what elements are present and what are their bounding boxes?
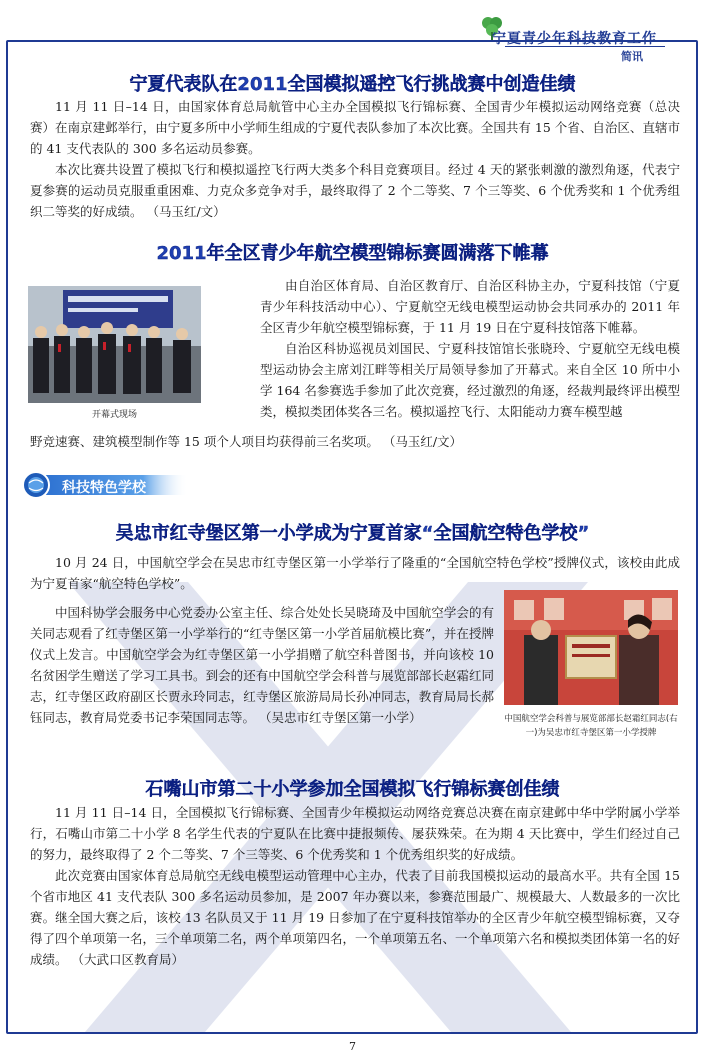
opening-ceremony-caption: 开幕式现场	[91, 410, 137, 420]
header-subtitle: 简讯	[621, 50, 643, 63]
plaque-ceremony-photo	[504, 590, 678, 705]
article1-paragraph-1: 11 月 11 日–14 日，由国家体育总局航管中心主办全国模拟飞行锦标赛、全国青少年模拟运动网络竞赛（总决赛）在南京建邺举行，由宁夏多所中小学师生组成的宁夏代表队参加了本次比赛。全国共有 15 个省、自治区、直辖市的 41 支代表队的 300 多名运动员参赛。	[30, 99, 680, 156]
article4-paragraph-1: 11 月 11 日–14 日，全国模拟飞行锦标赛、全国青少年模拟运动网络竞赛总决赛在南京建邺中华中学附属小学举行，石嘴山市第二十小学 8 名学生代表的宁夏队在比赛中捷报频传、屡获殊荣。在为期 4 天比赛中，学生们经过自己的努力，最终取得了 2 个二等奖、7 个三等奖、6 个优秀奖和 1 个优秀组织奖的好成绩。	[30, 805, 680, 862]
article2-paragraph-2: 自治区科协巡视员刘国民、宁夏科技馆馆长张晓玲、宁夏航空无线电模型运动协会主席刘江畔等相关厅局领导参加了开幕式。来自全区 10 所中小学 164 名参赛选手参加了此次竞赛，经过激烈的角逐，经裁判最终评出模型类，模拟类团体奖各三名。模拟遥控飞行、太阳能动力赛车模型越	[260, 341, 680, 419]
article2-paragraph-1: 由自治区体育局、自治区教育厅、自治区科协主办，宁夏科技馆（宁夏青少年科技活动中心）、宁夏航空无线电模型运动协会共同承办的 2011 年全区青少年航空模型锦标赛，于 11 月 19 日在宁夏科技馆落下帷幕。	[260, 278, 680, 335]
page-number: 7	[349, 1040, 356, 1053]
article4-body	[30, 802, 680, 970]
article3-paragraph-1: 10 月 24 日，中国航空学会在吴忠市红寺堡区第一小学举行了隆重的“全国航空特色学校”授牌仪式，该校由此成为宁夏首家“航空特色学校”。	[30, 555, 680, 591]
article3-paragraph-2: 中国科协学会服务中心党委办公室主任、综合处处长吴晓琦及中国航空学会的有关同志观看了红寺堡区第一小学举行的“红寺堡区第一小学首届航模比赛”，并在授牌仪式上发言。中国航空学会为红寺堡区第一小学捐赠了航空科普图书，并向该校 10 名贫困学生赠送了学习工具书。到会的还有中国航空学会科普与展览部部长赵霜红同志，红寺堡区政府副区长贾永玲同志，红寺堡区旅游局局长孙冲同志，教育局局长郝钰同志，教育局党委书记李荣国同志等。 （吴忠市红寺堡区第一小学）	[30, 605, 494, 725]
article1-title: 宁夏代表队在2011全国模拟遥控飞行挑战赛中创造佳绩	[129, 74, 576, 95]
article4-paragraph-2: 此次竞赛由国家体育总局航空无线电模型运动管理中心主办，代表了目前我国模拟运动的最高水平。共有全国 15 个省市地区 41 支代表队 300 多名运动员参加，是 2007 年办赛以来，参赛范围最广、规模最大、人数最多的一次比赛。继全国大赛之后，该校 13 名队员又于 11 月 19 日参加了在宁夏科技馆举办的全区青少年航空模型锦标赛，又夺得了四个单项第一名，三个单项第二名，两个单项第四名，一个单项第五名、一个单项第六名和模拟类团体第一名的好成绩。 （大武口区教育局）	[30, 868, 681, 967]
article2-title: 2011年全区青少年航空模型锦标赛圆满落下帷幕	[156, 243, 549, 264]
plaque-ceremony-caption: 中国航空学会科普与展览部部长赵霜红同志(右一)为吴忠市红寺堡区第一小学授牌	[504, 714, 678, 738]
section-banner-label: 科技特色学校	[62, 480, 146, 496]
article4-title: 石嘴山市第二十小学参加全国模拟飞行锦标赛创佳绩	[145, 779, 560, 800]
opening-ceremony-photo	[28, 286, 201, 403]
article3-title: 吴忠市红寺堡区第一小学成为宁夏首家“全国航空特色学校”	[115, 523, 590, 544]
header-divider	[505, 46, 665, 47]
article1-body	[30, 96, 680, 222]
article2-paragraph-3: 野竞速赛、建筑模型制作等 15 项个人项目均获得前三名奖项。 （马玉红/文）	[30, 434, 463, 449]
article1-paragraph-2: 本次比赛共设置了模拟飞行和模拟遥控飞行两大类多个科目竞赛项目。经过 4 天的紧张刺激的激烈角逐，代表宁夏参赛的运动员克服重重困难、力克众多竞争对手，最终取得了 2 个二等奖、7 个三等奖、6 个优秀奖和 1 个优秀组织二等奖的好成绩。 （马玉红/文）	[30, 162, 680, 219]
header-title: 宁夏青少年科技教育工作	[492, 31, 657, 47]
article2-side-text	[260, 275, 680, 422]
